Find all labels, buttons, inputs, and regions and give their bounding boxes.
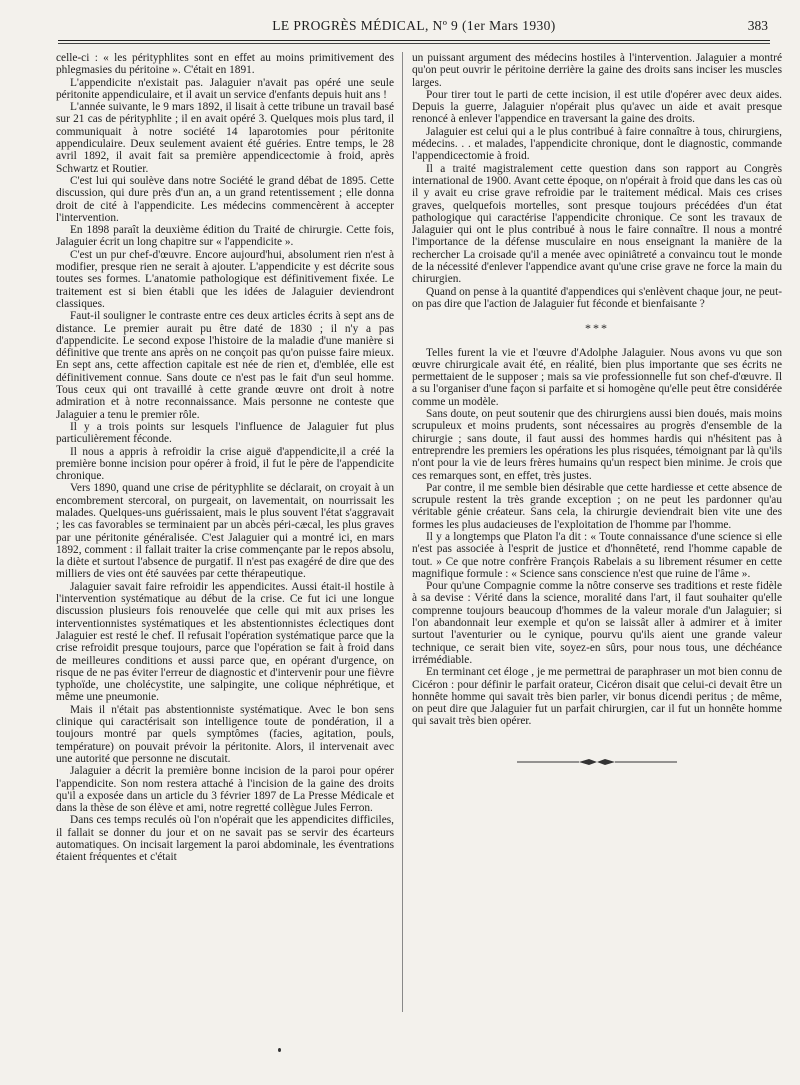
paragraph: L'année suivante, le 9 mars 1892, il lisait à cette tribune un travail basé sur 21 cas de pérityphlite ; il en avait opéré 3. Quelques mois plus tard, il communiquait à notre société 14 laparotomies pour péritonite appendiculaire. Deux seulement avaient été guéries. Entre temps, le 28 avril 1892, il avait fait sa première appendicectomie à froid, après Schwartz et Routier. bbox=[56, 101, 394, 175]
paragraph: Il y a longtemps que Platon l'a dit : « Toute connaissance d'une science si elle n'est pas associée à l'esprit de justice et d'honnêteté, rend l'homme capable de tout. » Ce que notre confrère François Rabelais a su librement résumer en cette magnifique formule : « Science sans conscience n'est que ruine de l'âme ». bbox=[412, 530, 782, 580]
right-column bbox=[412, 52, 782, 768]
journal-title: LE PROGRÈS MÉDICAL, Nº 9 (1er Mars 1930) bbox=[272, 18, 556, 33]
paragraph: Sans doute, on peut soutenir que des chirurgiens aussi bien doués, mais moins scrupuleux et moins prudents, sont nécessaires au progrès d'ensemble de la chirurgie ; sans doute, il faut aussi des hommes hardis qui n'hésitent pas à entreprendre les premiers les opérations les plus risquées, témoignant par là qu'ils n'ont pour la vie de leurs frères humains qu'un respect bien minime. Je crois que ces remarques sont, en effet, très justes. bbox=[412, 408, 782, 482]
paragraph: C'est lui qui soulève dans notre Société le grand débat de 1895. Cette discussion, qui dure près d'un an, a un grand retentissement ; elle donna droit de cité à l'appendicite. Les médecins commencèrent à accepter l'intervention. bbox=[56, 174, 394, 224]
paragraph: Pour tirer tout le parti de cette incision, il est utile d'opérer avec deux aides. Depuis la guerre, Jalaguier n'opérait plus qu'avec un aide et avait presque renoncé à enlever l'appendice en traversant la gaine des droits. bbox=[412, 88, 782, 126]
paragraph: L'appendicite n'existait pas. Jalaguier n'avait pas opéré une seule péritonite appendiculaire, et il avait un service d'enfants depuis huit ans ! bbox=[56, 76, 394, 101]
print-speck bbox=[278, 1048, 281, 1052]
paragraph: Jalaguier savait faire refroidir les appendicites. Aussi était-il hostile à l'intervention systématique au début de la crise. Ce fut ici une longue discussion plusieurs fois renouvelée que celle qui mit aux prises les interventionnistes systématiques et les abstentionnistes éclectiques dont Jalaguier est resté le chef. Il refusait l'opération systématique parce que la crise refroidit presque toujours, parce que l'opération se fait à froid dans de meilleures conditions et aussi parce que, en opérant d'urgence, on risque de ne pas éviter l'erreur de diagnostic et d'intervenir pour une fièvre typhoïde, une cholécystite, une salpingite, une colique néphrétique, et même une pneumonie. bbox=[56, 580, 394, 704]
paragraph: Jalaguier est celui qui a le plus contribué à faire connaître à tous, chirurgiens, médecins. . . et malades, l'appendicite chronique, dont le diagnostic, commande l'appendicectomie à froid. bbox=[412, 125, 782, 163]
paragraph: Pour qu'une Compagnie comme la nôtre conserve ses traditions et reste fidèle à sa devise : Vérité dans la science, moralité dans l'art, il faut souhaiter qu'elle comprenne toujours beaucoup d'hommes de la valeur morale d'un Jalaguier; si l'on abandonnait leur exemple et qu'on se laissât aller à admirer et à imiter surtout l'aventurier ou le cynique, pourvu qu'ils aient une grande valeur technique, ce serait bien vite, soyez-en sûrs, pour nous tous, une déchéance irrémédiable. bbox=[412, 580, 782, 666]
paragraph: C'est un pur chef-d'œuvre. Encore aujourd'hui, absolument rien n'est à modifier, presque rien ne serait à ajouter. L'appendicite y est décrite sous toutes ses formes. L'anatomie pathologique est définitivement fixée. Le traitement est si bien établi que les idées de Jalaguier deviendront classiques. bbox=[56, 248, 394, 310]
page-number: 383 bbox=[747, 18, 768, 33]
paragraph: En 1898 paraît la deuxième édition du Traité de chirurgie. Cette fois, Jalaguier écrit un long chapitre sur « l'appendicite ». bbox=[56, 224, 394, 249]
paragraph: Faut-il souligner le contraste entre ces deux articles écrits à sept ans de distance. Le premier aurait pu être daté de 1830 ; il n'y a pas d'appendicite. Le second expose l'histoire de la maladie d'une manière si définitive que trente ans après on ne conçoit pas qu'on puisse faire mieux. En sept ans, cette affection capitale est née de rien et, d'emblée, elle est définitivement connue. Sans doute ce n'est pas le fait d'un seul homme. Tous ceux qui ont travaillé à cette grande œuvre ont droit à notre admiration et à notre reconnaissance. Mais personne ne conteste que Jalaguier a tenu le premier rôle. bbox=[56, 310, 394, 421]
paragraph: Quand on pense à la quantité d'appendices qui s'enlèvent chaque jour, ne peut-on pas dire que l'action de Jalaguier fut féconde et bienfaisante ? bbox=[412, 285, 782, 310]
paragraph: celle-ci : « les pérityphlites sont en effet au moins primitivement des phlegmasies du péritoine ». C'était en 1891. bbox=[56, 52, 394, 77]
paragraph: Par contre, il me semble bien désirable que cette hardiesse et cette absence de scrupule restent la très grande exception ; on ne peut les pardonner qu'au véritable génie créateur. Sans cela, la chirurgie deviendrait bien vite une des formes les plus audacieuses de l'exploitation de l'homme par l'homme. bbox=[412, 481, 782, 531]
left-column bbox=[56, 52, 394, 864]
end-ornament-icon bbox=[517, 756, 677, 768]
column-divider bbox=[402, 52, 403, 1012]
page-header bbox=[58, 18, 770, 40]
paragraph: Jalaguier a décrit la première bonne incision de la paroi pour opérer l'appendicite. Son nom restera attaché à l'incision de la gaine des droits qu'il a exposée dans un article du 3 février 1897 de La Presse Médicale et dans la thèse de son élève et ami, notre regretté collègue Jules Ferron. bbox=[56, 765, 394, 815]
paragraph: Mais il n'était pas abstentionniste systématique. Avec le bon sens clinique qui caractérisait son intelligence toute de pondération, il a toujours montré par quels symptômes (facies, agitation, pouls, température) on pouvait prévoir la péritonite. Alors, il intervenait avec une autorité que personne ne discutait. bbox=[56, 703, 394, 765]
paragraph: En terminant cet éloge , je me permettrai de paraphraser un mot bien connu de Cicéron : pour définir le parfait orateur, Cicéron disait que celui-ci devait être un honnête homme qui savait très bien parler, vir bonus dicendi peritus ; de même, on peut dire que Jalaguier fut un parfait chirurgien, car il fut un honnête homme qui savait très bien opérer. bbox=[412, 666, 782, 728]
section-separator: *** bbox=[585, 321, 609, 336]
paragraph: Il y a trois points sur lesquels l'influence de Jalaguier fut plus particulièrement féconde. bbox=[56, 420, 394, 446]
header-rule bbox=[58, 40, 770, 44]
paragraph: Vers 1890, quand une crise de pérityphlite se déclarait, on croyait à un encombrement stercoral, on purgeait, on lavementait, on nourrissait les malades. Quelques-uns guérissaient, mais le plus souvent l'état s'aggravait ; les cas favorables se terminaient par un abcès péri-cæcal, les plus graves par une péritonite généralisée. C'est Jalaguier qui a montré ici, en mars 1892, comment : il fallait traiter la crise commençante par le repos absolu, la diète et surtout l'absence de purgatif. Il n'est pas exagéré de dire que des milliers de vies ont été sauvées par cette thérapeutique. bbox=[56, 482, 394, 581]
paragraph: Dans ces temps reculés où l'on n'opérait que les appendicites difficiles, il fallait se donner du jour et on ne savait pas se servir des écarteurs automatiques. On incisait largement la paroi abdominale, les éventrations étaient fréquentes et c'était bbox=[56, 814, 394, 864]
paragraph: un puissant argument des médecins hostiles à l'intervention. Jalaguier a montré qu'on peut ouvrir le péritoine derrière la gaine des droits sans inciser les muscles larges. bbox=[412, 52, 782, 89]
paragraph: Telles furent la vie et l'œuvre d'Adolphe Jalaguier. Nous avons vu que son œuvre chirurgicale avait été, en réalité, bien plus importante que ses écrits ne permettaient de le supposer ; mais sa vie professionnelle fut son chef-d'œuvre. Il a su l'organiser d'une façon si parfaite et si homogène qu'elle peut être considérée comme un modèle. bbox=[412, 346, 782, 408]
paragraph: Il nous a appris à refroidir la crise aiguë d'appendicite,il a créé la première bonne incision pour opérer à froid, il fut le père de l'appendicite chronique. bbox=[56, 445, 394, 483]
paragraph: Il a traité magistralement cette question dans son rapport au Congrès international de 1900. Avant cette époque, on n'opérait à froid que dans les cas où il y avait eu crise grave refroidie par le traitement médical. Mais ces crises graves, quelquefois mortelles, sont presque toujours précédées d'un état pathologique qui caractérise l'appendicite chronique. Ce sont les travaux de Jalaguier qui ont le plus contribué à nous le faire connaître. Il nous a montré l'importance de la défense musculaire en nous enseignant la manière de la rechercher La croisade qu'il a menée avec opiniâtreté a convaincu tout le monde de la nécessité d'enlever l'appendice avant qu'une crise grave ne force la main du chirurgien. bbox=[412, 162, 782, 286]
